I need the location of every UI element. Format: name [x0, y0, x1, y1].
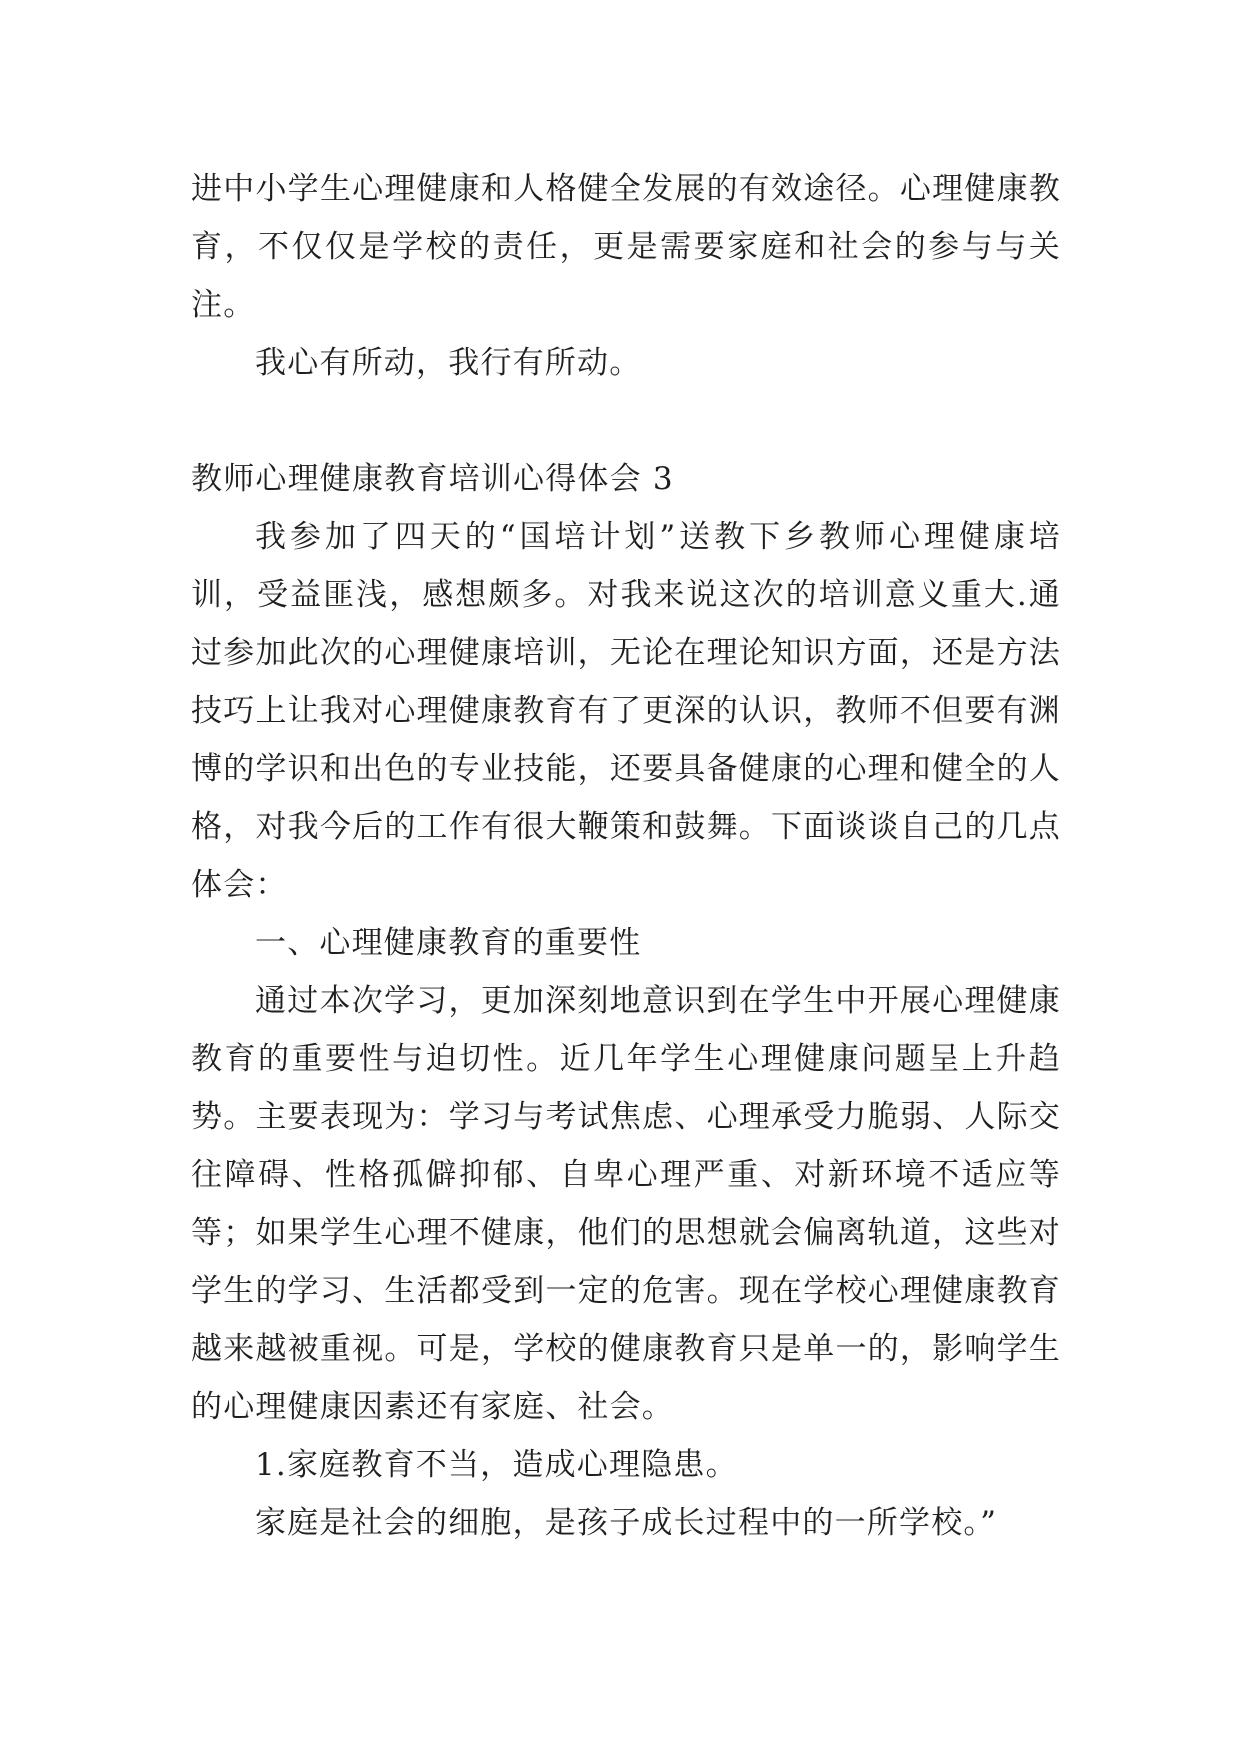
paragraph-family: 家庭是社会的细胞，是孩子成长过程中的一所学校。”	[255, 1505, 998, 1541]
subheading-importance: 一、心理健康教育的重要性	[255, 925, 642, 961]
paragraph-intro: 我参加了四天的“国培计划”送教下乡教师心理健康培训，受益匪浅，感想颇多。对我来说这次的培训意义重大.通过参加此次的心理健康培训，无论在理论知识方面，还是方法技巧上让我对心理健康教育有了更深的认识，教师不但要有渊博的学识和出色的专业技能，还要具备健康的心理和健全的人格，对我今后的工作有很大鞭策和鼓舞。下面谈谈自己的几点体会：	[191, 519, 1061, 903]
paragraph-motto: 我心有所动，我行有所动。	[255, 345, 642, 381]
subheading-family-education: 1.家庭教育不当，造成心理隐患。	[255, 1447, 738, 1483]
section-title: 教师心理健康教育培训心得体会 3	[191, 461, 674, 497]
paragraph-importance: 通过本次学习，更加深刻地意识到在学生中开展心理健康教育的重要性与迫切性。近几年学生心理健康问题呈上升趋势。主要表现为：学习与考试焦虑、心理承受力脆弱、人际交往障碍、性格孤僻抑郁、自卑心理严重、对新环境不适应等等；如果学生心理不健康，他们的思想就会偏离轨道，这些对学生的学习、生活都受到一定的危害。现在学校心理健康教育越来越被重视。可是，学校的健康教育只是单一的，影响学生的心理健康因素还有家庭、社会。	[191, 983, 1061, 1425]
paragraph-continued: 进中小学生心理健康和人格健全发展的有效途径。心理健康教育，不仅仅是学校的责任，更是需要家庭和社会的参与与关注。	[191, 171, 1061, 323]
document-body	[191, 160, 1061, 1552]
